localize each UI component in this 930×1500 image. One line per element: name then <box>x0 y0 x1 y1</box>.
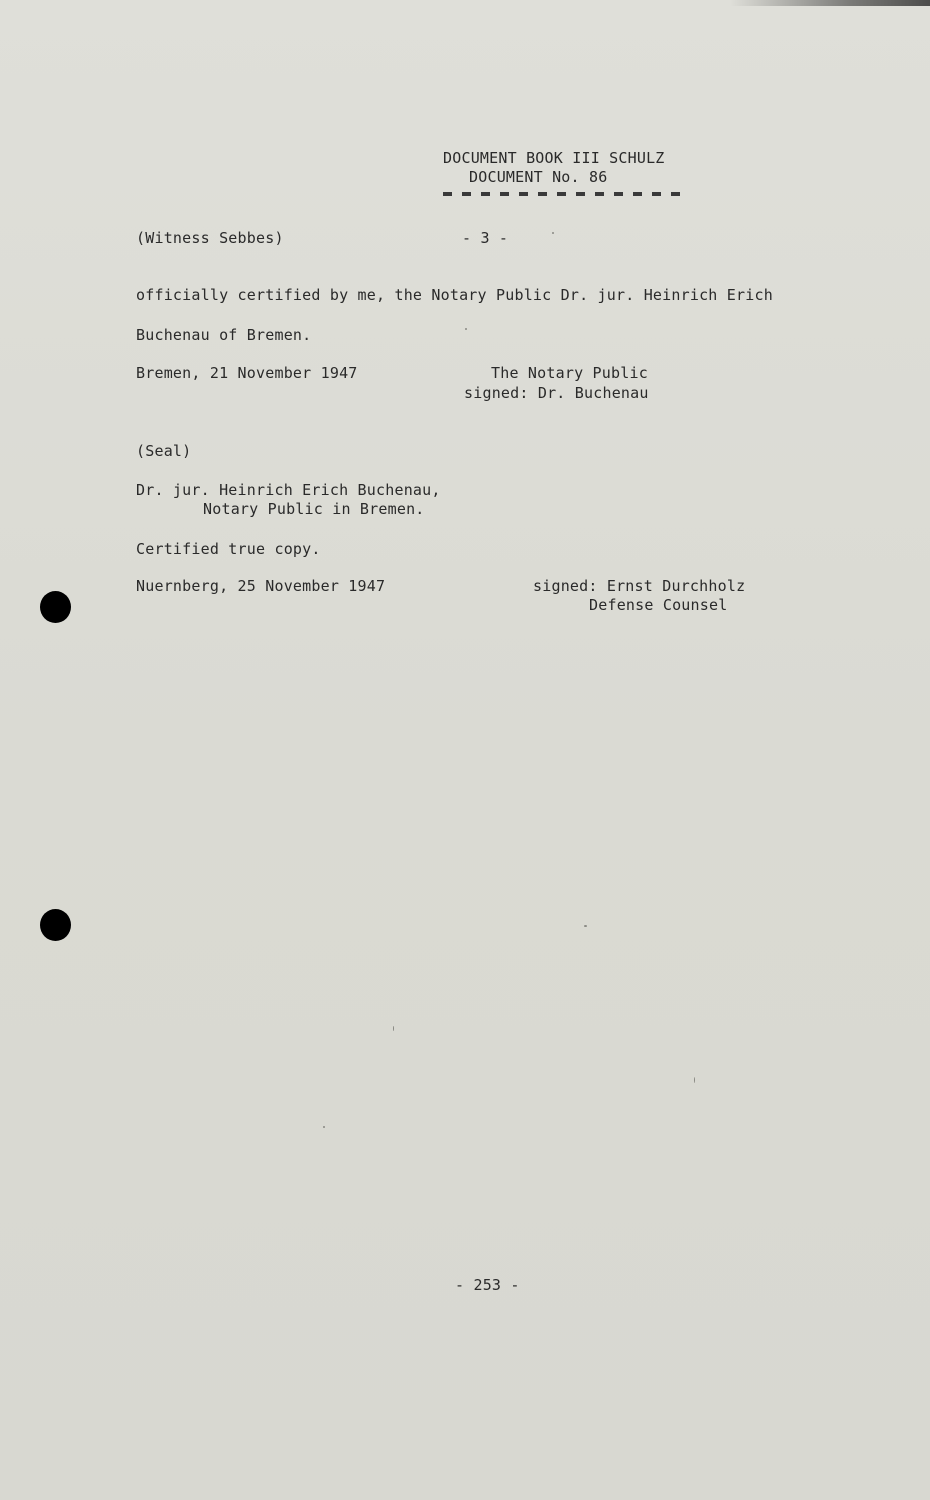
seal-text-line-2: Notary Public in Bremen. <box>203 500 425 518</box>
paper-speck <box>584 925 587 927</box>
counsel-signature: signed: Ernst Durchholz <box>533 577 746 595</box>
document-book-line: DOCUMENT BOOK III SCHULZ <box>443 149 665 167</box>
notary-title: The Notary Public <box>491 364 648 382</box>
witness-reference: (Witness Sebbes) <box>136 229 284 247</box>
certified-copy-line: Certified true copy. <box>136 540 321 558</box>
document-number-line: DOCUMENT No. 86 <box>469 168 608 186</box>
paper-speck <box>552 232 554 234</box>
page-marker: - 3 - <box>462 229 509 247</box>
seal-text-line-1: Dr. jur. Heinrich Erich Buchenau, <box>136 481 441 499</box>
counsel-title: Defense Counsel <box>589 596 728 614</box>
footer-page-number: - 253 - <box>455 1276 520 1294</box>
counsel-date: Nuernberg, 25 November 1947 <box>136 577 386 595</box>
punch-hole-upper <box>40 591 71 623</box>
seal-label: (Seal) <box>136 442 192 460</box>
paper-speck <box>465 328 467 330</box>
top-edge-mark <box>730 0 930 6</box>
paper-speck <box>323 1126 325 1128</box>
paper-speck <box>393 1026 394 1031</box>
certification-line-1: officially certified by me, the Notary Public Dr. jur. Heinrich Erich <box>136 286 773 304</box>
notary-date: Bremen, 21 November 1947 <box>136 364 358 382</box>
paper-speck <box>694 1077 695 1083</box>
certification-line-2: Buchenau of Bremen. <box>136 326 312 344</box>
punch-hole-lower <box>40 909 71 941</box>
notary-signature: signed: Dr. Buchenau <box>464 384 649 402</box>
header-dashed-rule <box>443 192 685 196</box>
